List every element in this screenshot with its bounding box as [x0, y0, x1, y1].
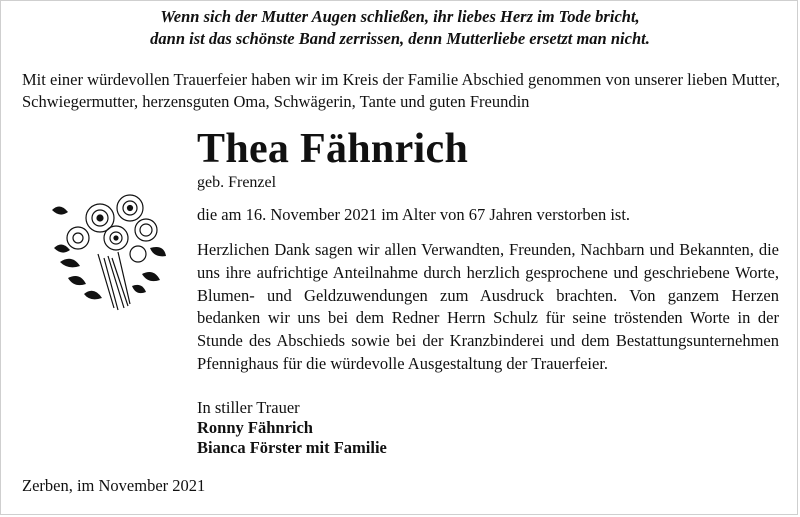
mourner-2: Bianca Förster mit Familie — [197, 438, 387, 457]
place-date: Zerben, im November 2021 — [22, 476, 206, 495]
motto-verse — [0, 6, 800, 50]
intro-text: Mit einer würdevollen Trauerfeier haben wir im Kreis der Familie Abschied genommen von unserer lieben Mutter, Schwiegermutter, herzensguten Oma, Schwägerin, Tante und guten Freundin — [22, 70, 780, 111]
thanks-text: Herzlichen Dank sagen wir allen Verwandten, Freunden, Nachbarn und Bekannten, die uns ihre aufrichtige Anteilnahme durch herzlich gesprochene und geschriebene Worte, Blumen- und Geldzuwendungen zum Ausdruck brachten. Von ganzem Herzen bedanken wir uns bei dem Redner Herrn Schulz für seine tröstenden Worte in der Stunde des Abschieds sowie bei der Kranzbinderei und dem Bestattungsunternehmen Pfennighaus für die würdevolle Ausgestaltung der Trauerfeier. — [197, 240, 779, 373]
flower-bouquet-icon — [38, 178, 178, 318]
birth-name: geb. Frenzel — [197, 174, 277, 191]
death-note: die am 16. November 2021 im Alter von 67 Jahren verstorben ist. — [197, 205, 631, 224]
mourner-1: Ronny Fähnrich — [197, 418, 313, 437]
motto-line-2: dann ist das schönste Band zerrissen, denn Mutterliebe ersetzt man nicht. — [150, 29, 650, 48]
motto-line-1: Wenn sich der Mutter Augen schließen, ihr liebes Herz im Tode bricht, — [160, 7, 640, 26]
signature-intro: In stiller Trauer — [197, 398, 300, 417]
deceased-name: Thea Fähnrich — [197, 126, 469, 172]
signature-block — [197, 398, 387, 458]
